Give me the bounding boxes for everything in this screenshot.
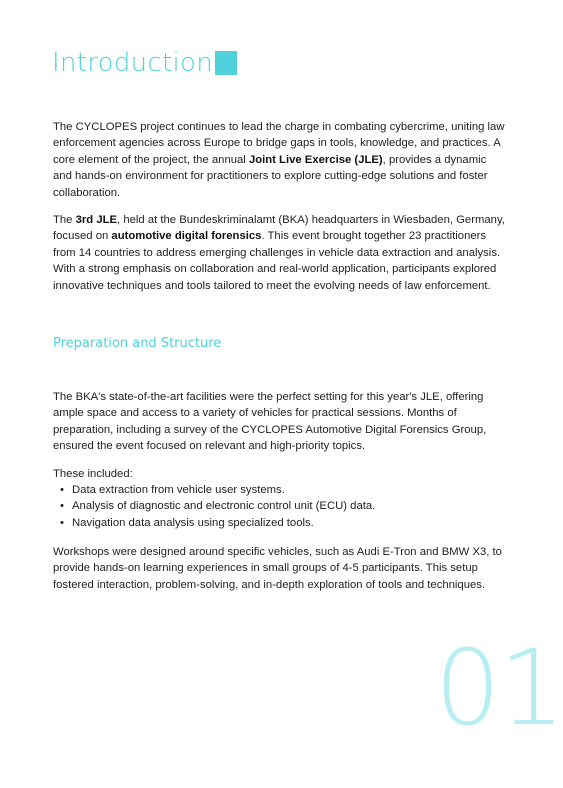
intro-p2-bold-2: automotive digital forensics xyxy=(111,230,262,243)
intro-p1-text-a: The CYCLOPES project continues to lead the charge in combating cybercrime, uniting law enforcement agencies across Europe to bridge gaps in tools, knowledge, and practices. A core element of the project, the annual xyxy=(53,121,505,166)
topics-list xyxy=(60,482,375,531)
section-paragraph-2: Workshops were designed around specific vehicles, such as Audi E-Tron and BMW X3, to provide hands-on learning experiences in small groups of 4-5 participants. This setup fostered interaction, problem-solving, and in-depth exploration of tools and techniques. xyxy=(53,546,502,591)
list-intro: These included: xyxy=(53,468,133,480)
list-item: • Data extraction from vehicle user systems. xyxy=(60,482,375,498)
section-paragraph-1: The BKA's state-of-the-art facilities were the perfect setting for this year's JLE, offering ample space and access to a variety of vehicles for practical sessions. Months of preparation, including a survey of the CYCLOPES Automotive Digital Forensics Group, ensured the event focused on relevant and high-priority topics. xyxy=(53,391,487,453)
title-accent-block xyxy=(215,51,237,75)
intro-paragraph-2 xyxy=(53,212,508,294)
list-item: • Analysis of diagnostic and electronic control unit (ECU) data. xyxy=(60,498,375,514)
heading-row xyxy=(52,46,237,80)
intro-p2-bold-1: 3rd JLE xyxy=(75,214,118,226)
intro-p2-text-a: The xyxy=(53,214,76,226)
intro-paragraph-1 xyxy=(53,119,508,201)
intro-p2-text-b: , held at the Bundeskriminalamt (BKA) headquarters in Wiesbaden, Germany, focused on xyxy=(53,214,505,243)
intro-p1-bold: Joint Live Exercise (JLE) xyxy=(248,153,383,166)
list-item: • Navigation data analysis using specialized tools. xyxy=(60,515,375,531)
intro-p1-text-b: , provides a dynamic and hands-on environment for practitioners to explore cutting-edge solutions and foster collaboration. xyxy=(53,153,488,199)
intro-p2-text-c: . This event brought together 23 practitioners from 14 countries to address emerging challenges in vehicle data extraction and analysis. With a strong emphasis on collaboration and real-world application, participants explored innovative techniques and tools tailored to meet the evolving needs of law enforcement. xyxy=(53,230,501,292)
section-heading: Preparation and Structure xyxy=(53,336,222,351)
page-title: Introduction xyxy=(52,48,214,78)
page-number: 01 xyxy=(434,627,563,749)
